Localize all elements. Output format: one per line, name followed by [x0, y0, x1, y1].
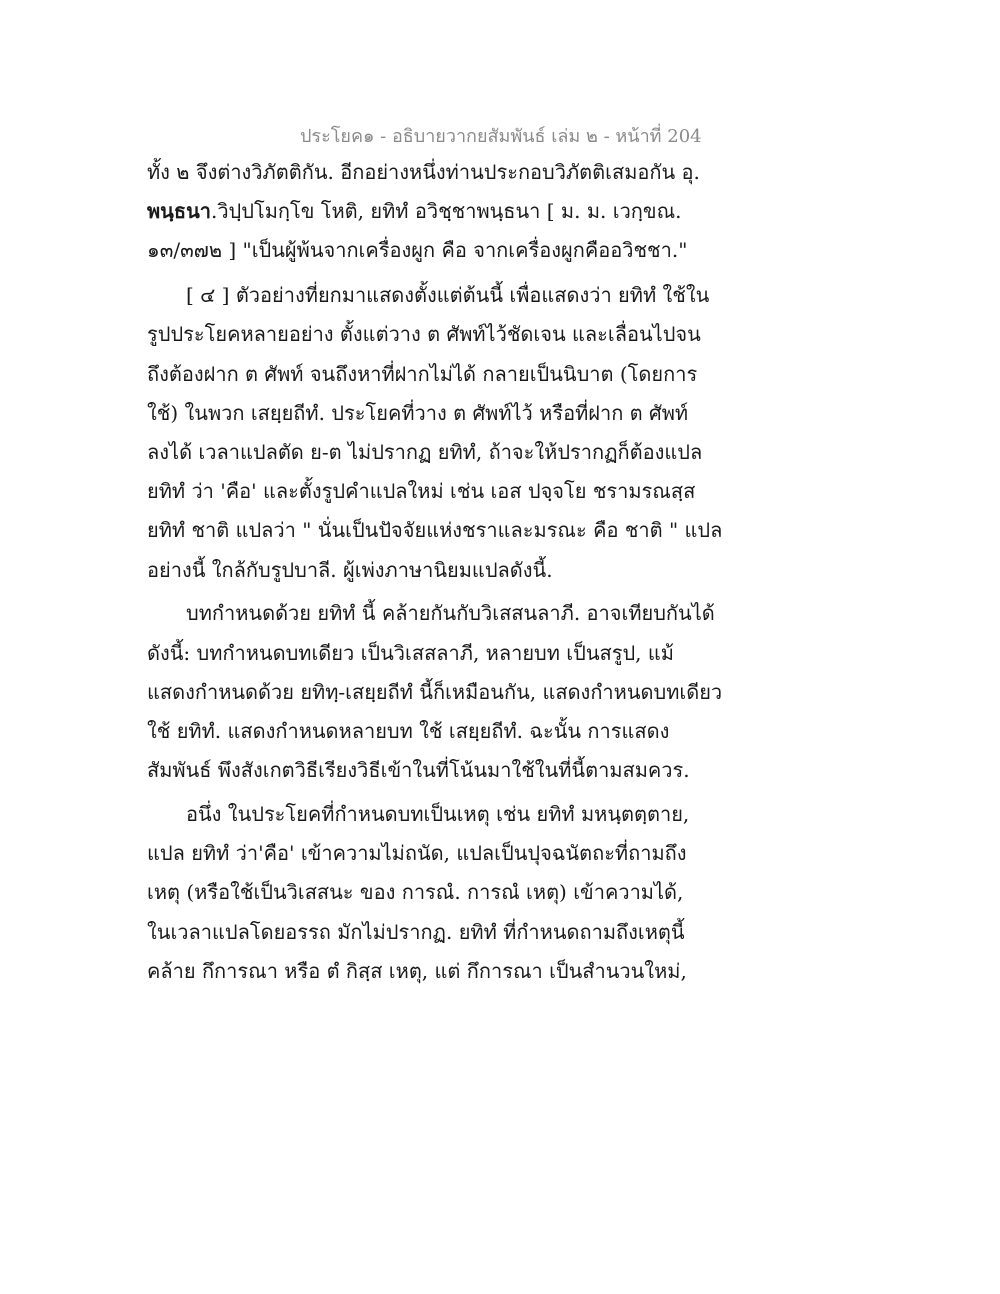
paragraph-3-start: อนึ่ง ในประโยคที่กำหนดบทเป็นเหตุ เช่น ยทิทํ มหนฺตตฺตาย, [186, 802, 690, 826]
text-line-10: ยทิทํ ชาติ แปลว่า " นั่นเป็นปัจจัยแห่งชราและมรณะ คือ ชาติ " แปล [147, 518, 723, 542]
text-line-2-rest: .วิปฺปโมกฺโข โหติ, ยทิทํ อวิชฺชาพนฺธนา [ ม. ม. เวกฺขณ. [210, 199, 682, 223]
text-line-9: ยทิทํ ว่า 'คือ' และตั้งรูปคำแปลใหม่ เช่น เอส ปจฺจโย ชรามรณสฺส [147, 479, 696, 503]
text-line-7: ใช้) ในพวก เสยฺยถีทํ. ประโยคที่วาง ต ศัพท์ไว้ หรือที่ฝาก ต ศัพท์ [147, 401, 689, 425]
text-line-13: ดังนี้: บทกำหนดบทเดียว เป็นวิเสสลาภี, หลายบท เป็นสรูป, แม้ [147, 641, 674, 665]
bold-term: พนฺธนา [147, 199, 211, 223]
running-header: ประโยค๑ - อธิบายวากยสัมพันธ์ เล่ม ๒ - หน้าที่ 204 [300, 126, 702, 147]
text-line-19: เหตุ (หรือใช้เป็นวิเสสนะ ของ การณํ. การณํ เหตุ) เข้าความได้, [147, 880, 684, 904]
text-line-11: อย่างนี้ ใกล้กับรูปบาลี. ผู้เพ่งภาษานิยมแปลดังนี้. [147, 558, 553, 582]
text-line-8: ลงได้ เวลาแปลตัด ย-ต ไม่ปรากฏ ยทิทํ, ถ้าจะให้ปรากฏก็ต้องแปล [147, 440, 703, 464]
text-line-16: สัมพันธ์ พึงสังเกตวิธีเรียงวิธีเข้าในที่โน้นมาใช้ในที่นี้ตามสมควร. [147, 758, 690, 782]
text-line-2 [147, 196, 682, 226]
paragraph-4-start: [ ๔ ] ตัวอย่างที่ยกมาแสดงตั้งแต่ต้นนี้ เพื่อแสดงว่า ยทิทํ ใช้ใน [186, 283, 710, 307]
text-line-6: ถึงต้องฝาก ต ศัพท์ จนถึงหาที่ฝากไม่ได้ กลายเป็นนิบาต (โดยการ [147, 362, 698, 386]
text-line-15: ใช้ ยทิทํ. แสดงกำหนดหลายบท ใช้ เสยฺยถีทํ. ฉะนั้น การแสดง [147, 719, 670, 743]
text-line-1: ทั้ง ๒ จึงต่างวิภัตติกัน. อีกอย่างหนึ่งท่านประกอบวิภัตติเสมอกัน อุ. [147, 160, 700, 184]
text-line-3: ๑๓/๓๗๒ ] "เป็นผู้พ้นจากเครื่องผูก คือ จากเครื่องผูกคืออวิชชา." [147, 238, 688, 262]
text-line-5: รูปประโยคหลายอย่าง ตั้งแต่วาง ต ศัพท์ไว้ชัดเจน และเลื่อนไปจน [147, 322, 701, 346]
text-line-14: แสดงกำหนดด้วย ยทิทฺ-เสยฺยถีทํ นี้ก็เหมือนกัน, แสดงกำหนดบทเดียว [147, 680, 723, 704]
paragraph-2-start: บทกำหนดด้วย ยทิทํ นี้ คล้ายกันกับวิเสสนลาภี. อาจเทียบกันได้ [186, 601, 715, 625]
text-line-21: คล้าย กึการณา หรือ ตํ กิสฺส เหตุ, แต่ กึการณา เป็นสำนวนใหม่, [147, 959, 687, 983]
text-line-18: แปล ยทิทํ ว่า'คือ' เข้าความไม่ถนัด, แปลเป็นปุจฉนัตถะที่ถามถึง [147, 841, 687, 865]
text-line-20: ในเวลาแปลโดยอรรถ มักไม่ปรากฏ. ยทิทํ ที่กำหนดถามถึงเหตุนี้ [147, 920, 685, 944]
